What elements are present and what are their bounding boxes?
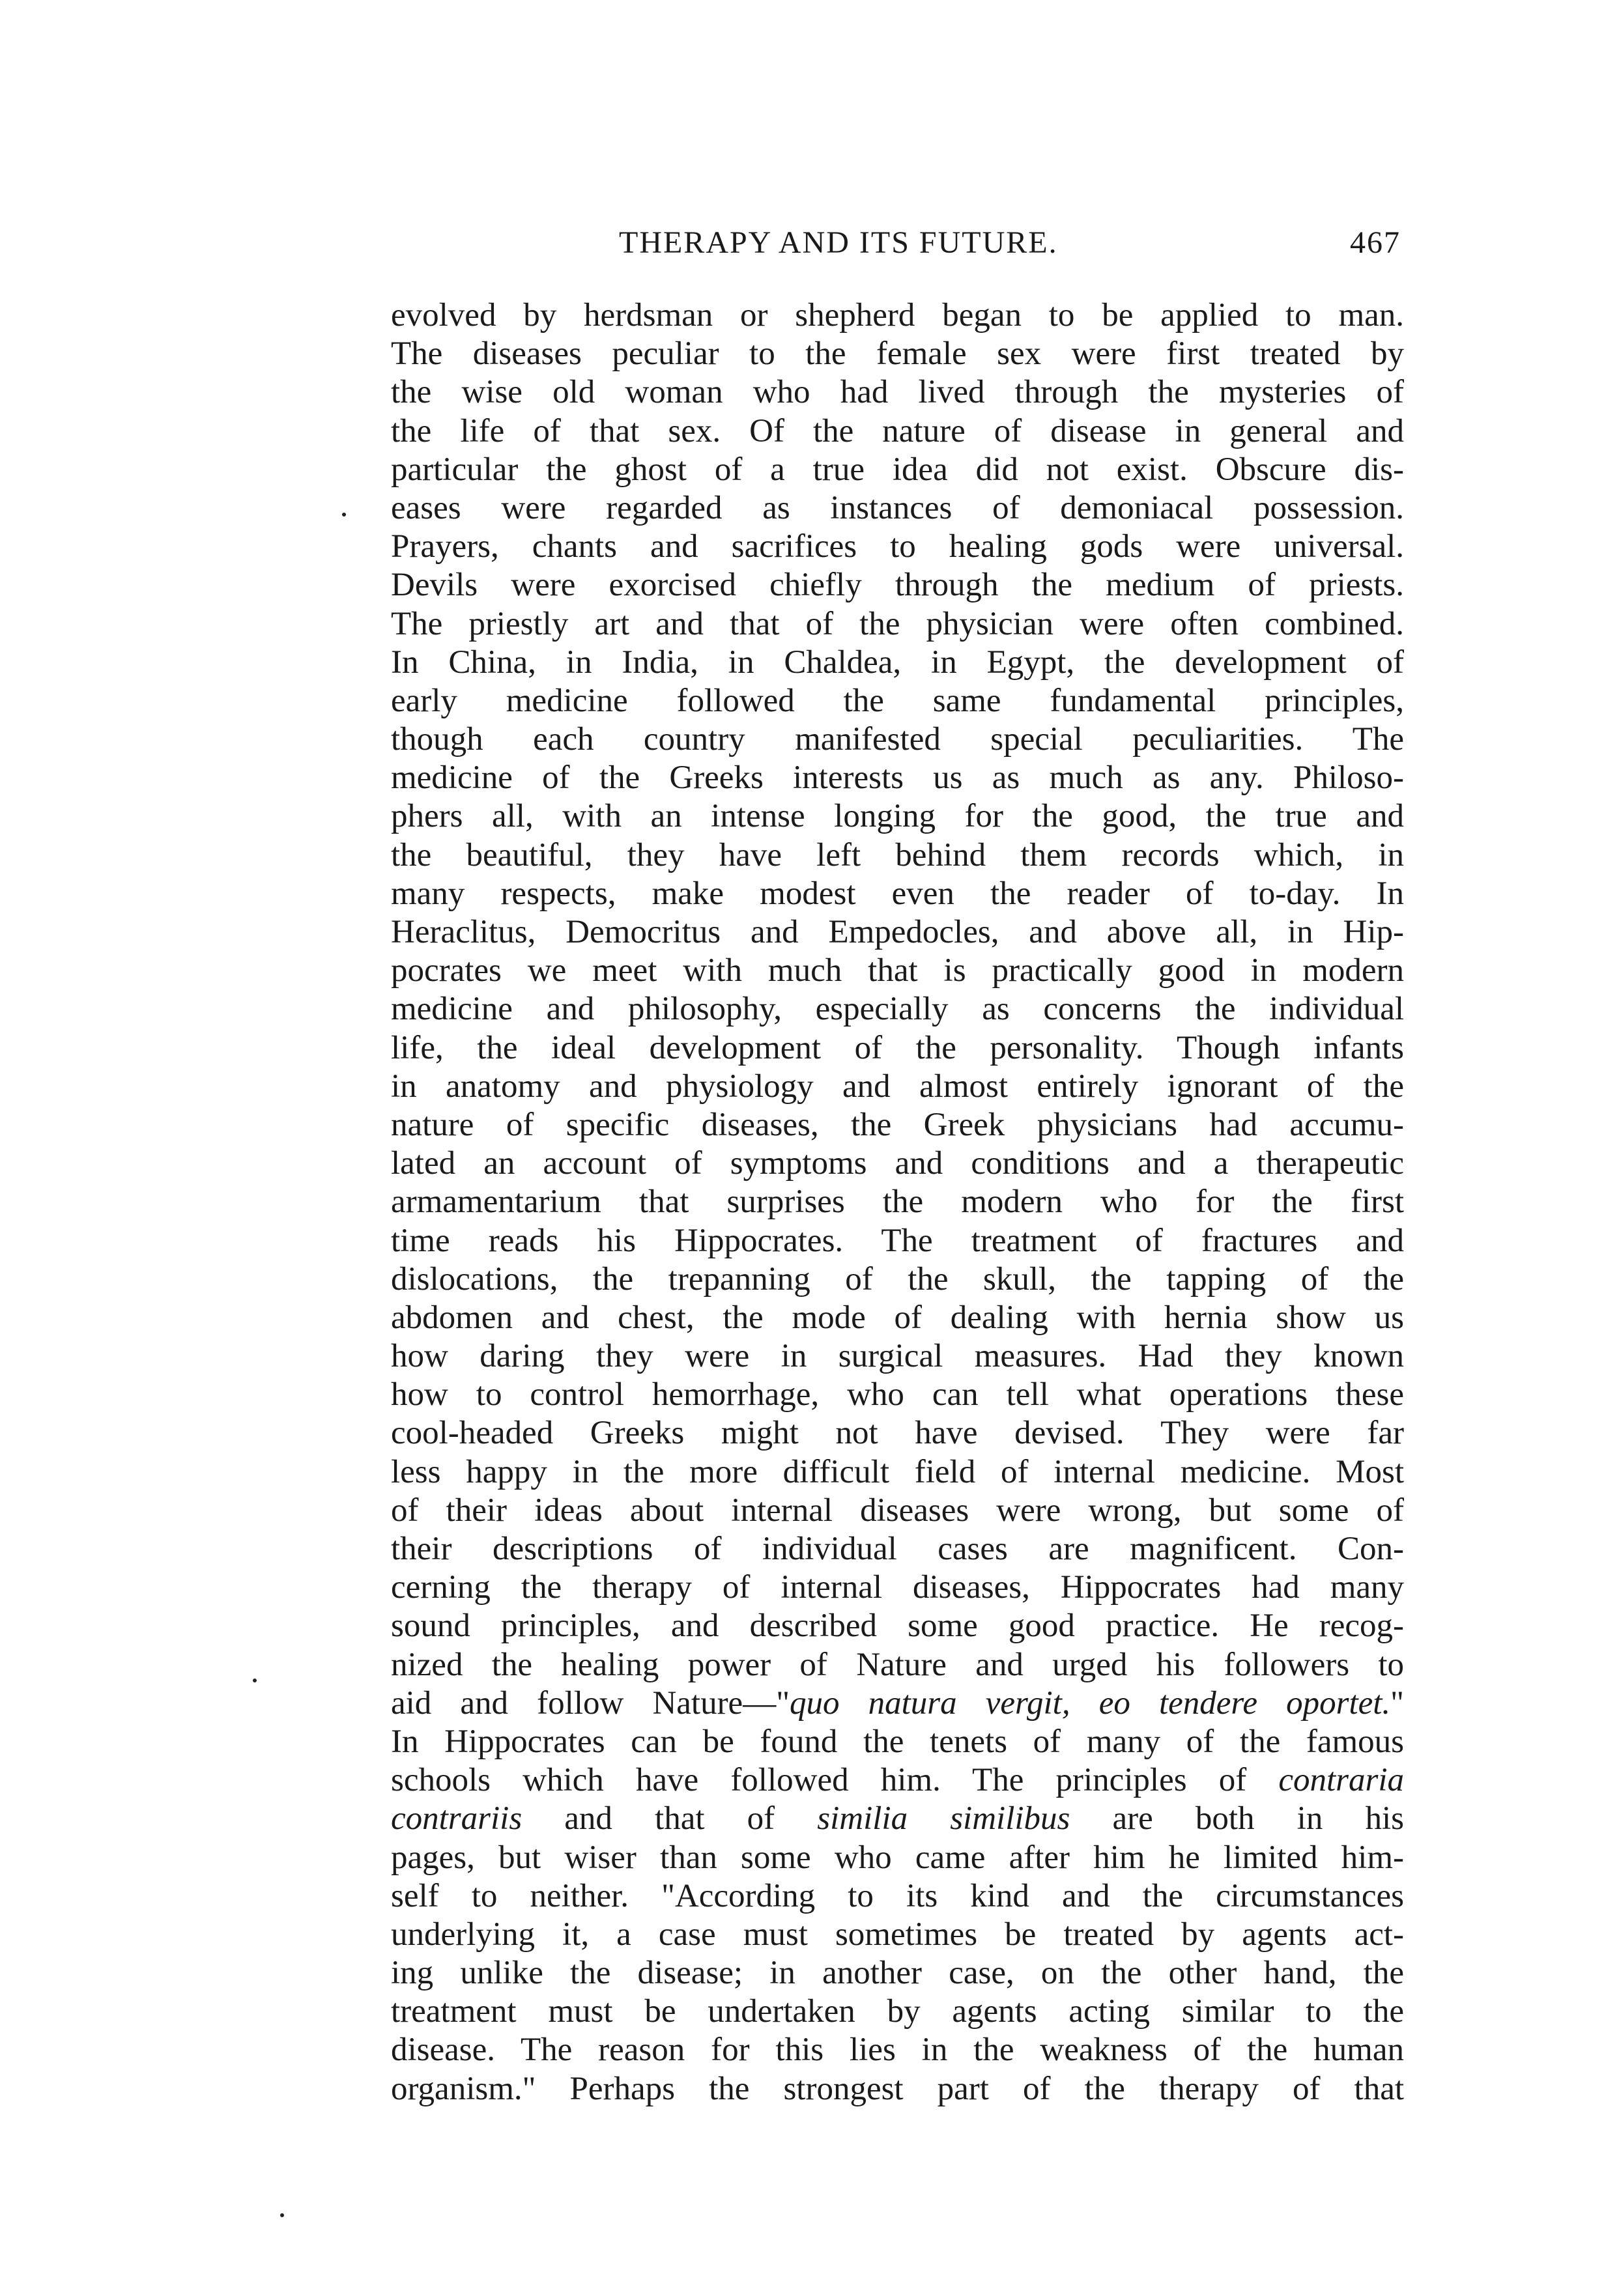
text-line: sound principles, and described some good practice. He recog- (391, 1608, 1404, 1645)
text-line: Heraclitus, Democritus and Empedocles, and above all, in Hip- (391, 914, 1404, 950)
text-line: nized the healing power of Nature and urged his followers to (391, 1646, 1404, 1683)
text-line: abdomen and chest, the mode of dealing with hernia show us (391, 1299, 1404, 1336)
text-line: eases were regarded as instances of demoniacal possession. (391, 489, 1404, 526)
page-number: 467 (1350, 225, 1401, 260)
text-line: the beautiful, they have left behind them records which, in (391, 836, 1404, 873)
text-line: In Hippocrates can be found the tenets of many of the famous (391, 1723, 1404, 1760)
text-line: evolved by herdsman or shepherd began to be applied to man. (391, 297, 1404, 333)
text-line: In China, in India, in Chaldea, in Egypt, the development of (391, 644, 1404, 681)
text-line: pocrates we meet with much that is practically good in modern (391, 952, 1404, 989)
text-line: how to control hemorrhage, who can tell what operations these (391, 1376, 1404, 1413)
text-line: life, the ideal development of the personality. Though infants (391, 1029, 1404, 1066)
text-line: armamentarium that surprises the modern who for the first (391, 1183, 1404, 1221)
margin-speck (342, 513, 346, 517)
text-line: in anatomy and physiology and almost entirely ignorant of the (391, 1068, 1404, 1105)
text-line: particular the ghost of a true idea did not exist. Obscure dis- (391, 451, 1404, 488)
running-head (619, 225, 1401, 270)
text-line: medicine of the Greeks interests us as much as any. Philoso- (391, 759, 1404, 797)
text-line: The diseases peculiar to the female sex were first treated by (391, 335, 1404, 373)
text-line: many respects, make modest even the reader of to-day. In (391, 875, 1404, 912)
text-line: organism." Perhaps the strongest part of the therapy of that (391, 2070, 1404, 2107)
text-line: less happy in the more difficult field of internal medicine. Most (391, 1453, 1404, 1490)
text-line: how daring they were in surgical measures. Had they known (391, 1338, 1404, 1375)
text-line: the wise old woman who had lived through the mysteries of (391, 374, 1404, 411)
text-line: though each country manifested special peculiarities. The (391, 721, 1404, 758)
text-line: ing unlike the disease; in another case, on the other hand, the (391, 1955, 1404, 1992)
text-line: early medicine followed the same fundamental principles, (391, 682, 1404, 719)
text-line: medicine and philosophy, especially as concerns the individual (391, 991, 1404, 1028)
text-line: the life of that sex. Of the nature of disease in general and (391, 412, 1404, 449)
body-text (391, 296, 1404, 2108)
text-line: cerning the therapy of internal diseases, Hippocrates had many (391, 1569, 1404, 1606)
text-line: schools which have followed him. The principles of contraria (391, 1762, 1404, 1799)
text-line: aid and follow Nature—"quo natura vergit, eo tendere oportet." (391, 1684, 1404, 1722)
text-line: disease. The reason for this lies in the weakness of the human (391, 2032, 1404, 2069)
text-line: self to neither. "According to its kind and the circumstances (391, 1877, 1404, 1914)
margin-speck (253, 1679, 257, 1682)
margin-speck (280, 2213, 284, 2217)
text-line: phers all, with an intense longing for the good, the true and (391, 798, 1404, 835)
text-line: pages, but wiser than some who came after him he limited him- (391, 1839, 1404, 1876)
text-line: time reads his Hippocrates. The treatment of fractures and (391, 1222, 1404, 1259)
running-title: THERAPY AND ITS FUTURE. (619, 225, 1058, 260)
text-line: contrariis and that of similia similibus are both in his (391, 1800, 1404, 1837)
text-line: Devils were exorcised chiefly through the medium of priests. (391, 567, 1404, 604)
text-line: nature of specific diseases, the Greek physicians had accumu- (391, 1106, 1404, 1143)
text-line: dislocations, the trepanning of the skull, the tapping of the (391, 1260, 1404, 1297)
text-line: underlying it, a case must sometimes be treated by agents act- (391, 1916, 1404, 1953)
text-line: Prayers, chants and sacrifices to healing gods were universal. (391, 528, 1404, 565)
text-line: cool-headed Greeks might not have devised. They were far (391, 1415, 1404, 1452)
text-line: their descriptions of individual cases are magnificent. Con- (391, 1531, 1404, 1567)
text-line: The priestly art and that of the physician were often combined. (391, 605, 1404, 642)
text-line: treatment must be undertaken by agents acting similar to the (391, 1993, 1404, 2030)
text-line: of their ideas about internal diseases were wrong, but some of (391, 1492, 1404, 1529)
text-line: lated an account of symptoms and conditions and a therapeutic (391, 1145, 1404, 1182)
